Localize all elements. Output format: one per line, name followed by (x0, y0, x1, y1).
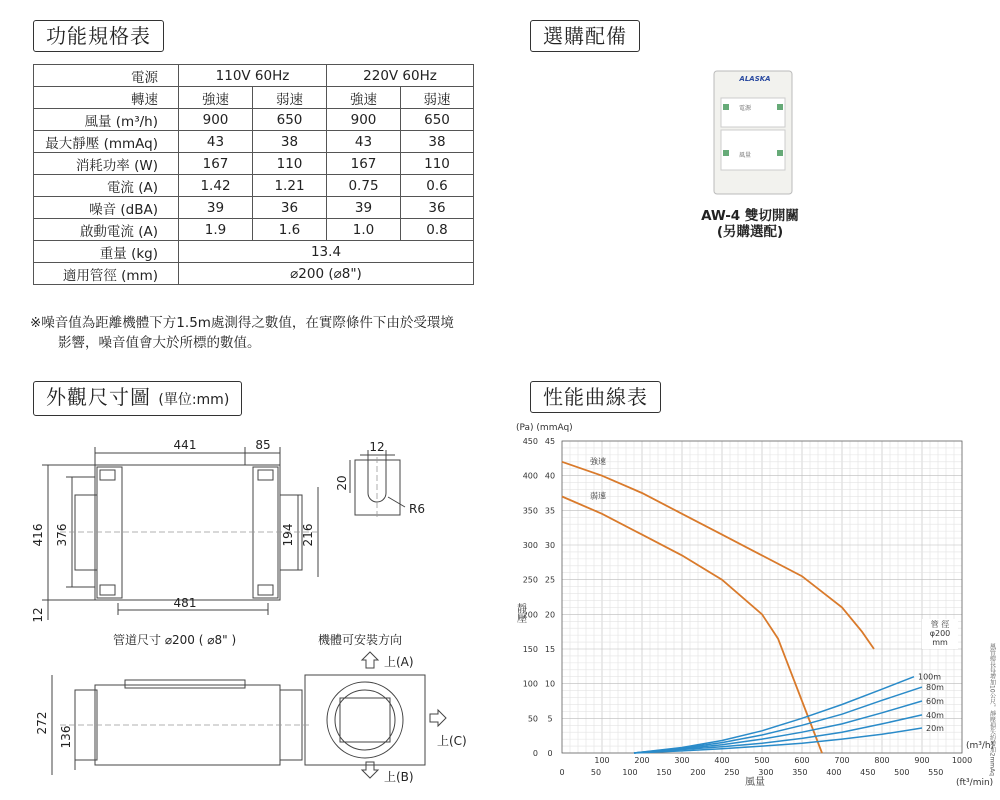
y-tick-mmaq: 0 (547, 749, 553, 758)
cell: 39 (179, 197, 253, 219)
chart-curves (562, 456, 944, 753)
x-tick-m3: 400 (714, 756, 730, 765)
x-tick-ft3: 350 (792, 768, 808, 777)
cell: 0.8 (401, 219, 474, 241)
x-tick-m3: 600 (794, 756, 810, 765)
switch-caption-2: (另購選配) (716, 224, 784, 240)
performance-chart (510, 423, 1000, 800)
note-line-2: 影響，噪音值會大於所標的數值。 (58, 335, 261, 351)
cell: 1.9 (179, 219, 253, 241)
duct-size-label: 管道尺寸 ⌀200 ( ⌀8" ) (113, 633, 237, 647)
speed-cell: 弱速 (253, 87, 327, 109)
chart-xlabel: 風量 (745, 777, 765, 788)
table-row (34, 263, 474, 285)
dim-12-slot: 12 (369, 440, 385, 454)
dir-up-b: 上(B) (384, 770, 414, 784)
dim-216: 216 (301, 523, 315, 547)
spec-section-title: 功能規格表 (33, 20, 164, 52)
chart-ylabel: 靜壓 (514, 603, 526, 623)
row-label: 噪音 (dBA) (34, 197, 179, 219)
table-row (34, 175, 474, 197)
duct-curve-label: 40m (926, 710, 944, 720)
x-tick-ft3: 450 (860, 768, 876, 777)
cell: 650 (253, 109, 327, 131)
speed-cell: 強速 (327, 87, 401, 109)
speed-label: 轉速 (34, 87, 179, 109)
x-tick-ft3: 150 (656, 768, 672, 777)
spec-table (33, 64, 474, 285)
dim-416: 416 (31, 523, 45, 547)
options-section-title: 選購配備 (530, 20, 640, 52)
y-tick-mmaq: 25 (544, 575, 556, 585)
x-tick-m3: 800 (874, 756, 890, 765)
cell: 36 (401, 197, 474, 219)
cell: 650 (401, 109, 474, 131)
table-row (34, 197, 474, 219)
row-label: 啟動電流 (A) (34, 219, 179, 241)
table-row (34, 241, 474, 263)
cell: 900 (179, 109, 253, 131)
chart-x-unit-ft3: (ft³/min) (956, 778, 994, 788)
speed-cell: 弱速 (401, 87, 474, 109)
cell: 1.6 (253, 219, 327, 241)
switch-caption (670, 208, 830, 240)
row-label: 風量 (m³/h) (34, 109, 179, 131)
switch-btn1-label: 電源 (739, 105, 752, 112)
y-tick-mmaq: 15 (544, 645, 556, 654)
dim-481: 481 (173, 596, 197, 610)
dir-up-a: 上(A) (384, 655, 414, 669)
row-label: 消耗功率 (W) (34, 153, 179, 175)
dir-up-c: 上(C) (437, 734, 467, 748)
y-tick-pa: 50 (527, 714, 538, 724)
y-tick-mmaq: 45 (544, 437, 556, 446)
x-tick-ft3: 50 (590, 768, 602, 777)
dim-194: 194 (281, 523, 295, 547)
x-tick-m3: 1000 (951, 756, 973, 765)
dim-12-left: 12 (31, 607, 45, 623)
y-tick-mmaq: 35 (544, 506, 556, 516)
cell: 0.6 (401, 175, 474, 197)
duct-legend-text: φ200 (929, 629, 951, 638)
y-tick-mmaq: 40 (544, 471, 556, 481)
dimension-drawing (0, 425, 500, 800)
table-row (34, 131, 474, 153)
dims-title-text: 外觀尺寸圖 (46, 385, 151, 409)
weight-label: 重量 (kg) (34, 241, 179, 263)
perf-section-title: 性能曲線表 (530, 381, 661, 413)
note-line-1: ※噪音值為距離機體下方1.5m處測得之數值，在實際條件下由於受環境 (30, 315, 454, 331)
cell: 36 (253, 197, 327, 219)
cell: 110 (253, 153, 327, 175)
chart-x-unit-m3: (m³/h) (966, 741, 995, 751)
cell: 38 (401, 131, 474, 153)
duct-curve-label: 80m (926, 683, 944, 693)
table-row (34, 109, 474, 131)
dim-441: 441 (173, 438, 197, 452)
x-tick-m3: 500 (754, 756, 770, 765)
table-row (34, 219, 474, 241)
y-tick-pa: 450 (522, 437, 538, 446)
x-tick-ft3: 200 (690, 768, 706, 777)
cell: 1.0 (327, 219, 401, 241)
dim-r6: R6 (409, 502, 425, 516)
switch-caption-1: AW-4 雙切開關 (701, 208, 799, 224)
y-tick-pa: 250 (522, 575, 538, 585)
cell: 900 (327, 109, 401, 131)
power-label: 電源 (34, 65, 179, 87)
y-tick-mmaq: 5 (547, 714, 553, 724)
x-tick-m3: 300 (674, 756, 690, 765)
cell: 167 (327, 153, 401, 175)
table-row (34, 153, 474, 175)
dim-136: 136 (59, 725, 73, 749)
y-tick-pa: 0 (532, 749, 538, 758)
switch-brand: ALASKA (739, 75, 771, 83)
chart-side-note: 風管總長每增加10公尺，靜壓損失約增加2mmAq (988, 643, 996, 776)
x-tick-m3: 900 (914, 756, 930, 765)
cell: 167 (179, 153, 253, 175)
y-tick-pa: 300 (522, 541, 538, 550)
cell: 39 (327, 197, 401, 219)
cell: 110 (401, 153, 474, 175)
dims-unit: (單位:mm) (158, 392, 230, 408)
cell: 1.21 (253, 175, 327, 197)
y-tick-pa: 100 (522, 679, 538, 689)
duct-legend-text: mm (932, 638, 948, 647)
install-label: 機體可安裝方向 (318, 633, 403, 647)
fan-curve (562, 497, 822, 754)
fan-curve (562, 462, 874, 649)
switch-image (713, 70, 793, 195)
table-row (34, 65, 474, 87)
dims-section-title (33, 381, 242, 416)
fan-curve-label: 強速 (590, 456, 606, 466)
cell: 1.42 (179, 175, 253, 197)
dim-272: 272 (35, 711, 49, 735)
x-tick-m3: 700 (834, 756, 850, 765)
weight-value: 13.4 (179, 241, 474, 263)
x-tick-ft3: 550 (928, 768, 944, 777)
x-tick-m3: 200 (634, 756, 650, 765)
cell: 0.75 (327, 175, 401, 197)
switch-btn2-label: 風量 (739, 152, 752, 159)
x-tick-ft3: 250 (724, 768, 740, 777)
y-tick-pa: 350 (522, 506, 538, 516)
duct-curve-label: 20m (926, 724, 944, 734)
x-tick-ft3: 100 (622, 768, 638, 777)
cell: 38 (253, 131, 327, 153)
x-tick-ft3: 400 (826, 768, 842, 777)
dim-20: 20 (335, 475, 349, 491)
fan-curve-label: 弱速 (590, 491, 606, 501)
y-tick-pa: 400 (522, 471, 538, 481)
duct-label: 適用管徑 (mm) (34, 263, 179, 285)
y-tick-mmaq: 30 (544, 541, 556, 550)
table-row (34, 87, 474, 109)
noise-note (30, 313, 480, 353)
cell: 43 (179, 131, 253, 153)
speed-cell: 強速 (179, 87, 253, 109)
power-110: 110V 60Hz (179, 65, 327, 87)
duct-curve-label: 100m (918, 672, 942, 682)
x-tick-ft3: 300 (758, 768, 774, 777)
duct-legend-text: 管 徑 (930, 620, 950, 629)
x-tick-ft3: 500 (894, 768, 910, 777)
x-tick-m3: 100 (594, 756, 610, 765)
duct-value: ⌀200 (⌀8") (179, 263, 474, 285)
y-tick-pa: 150 (522, 645, 538, 654)
x-tick-ft3: 0 (559, 768, 565, 777)
cell: 43 (327, 131, 401, 153)
y-tick-mmaq: 10 (544, 679, 556, 689)
row-label: 最大靜壓 (mmAq) (34, 131, 179, 153)
row-label: 電流 (A) (34, 175, 179, 197)
chart-ticks (523, 437, 972, 777)
duct-curve-label: 60m (926, 697, 944, 706)
y-tick-mmaq: 20 (544, 610, 556, 620)
dim-85: 85 (255, 438, 271, 452)
chart-units-top: (Pa) (mmAq) (516, 423, 573, 433)
y-tick-pa: 200 (522, 610, 538, 620)
power-220: 220V 60Hz (327, 65, 474, 87)
dim-376: 376 (55, 523, 69, 547)
